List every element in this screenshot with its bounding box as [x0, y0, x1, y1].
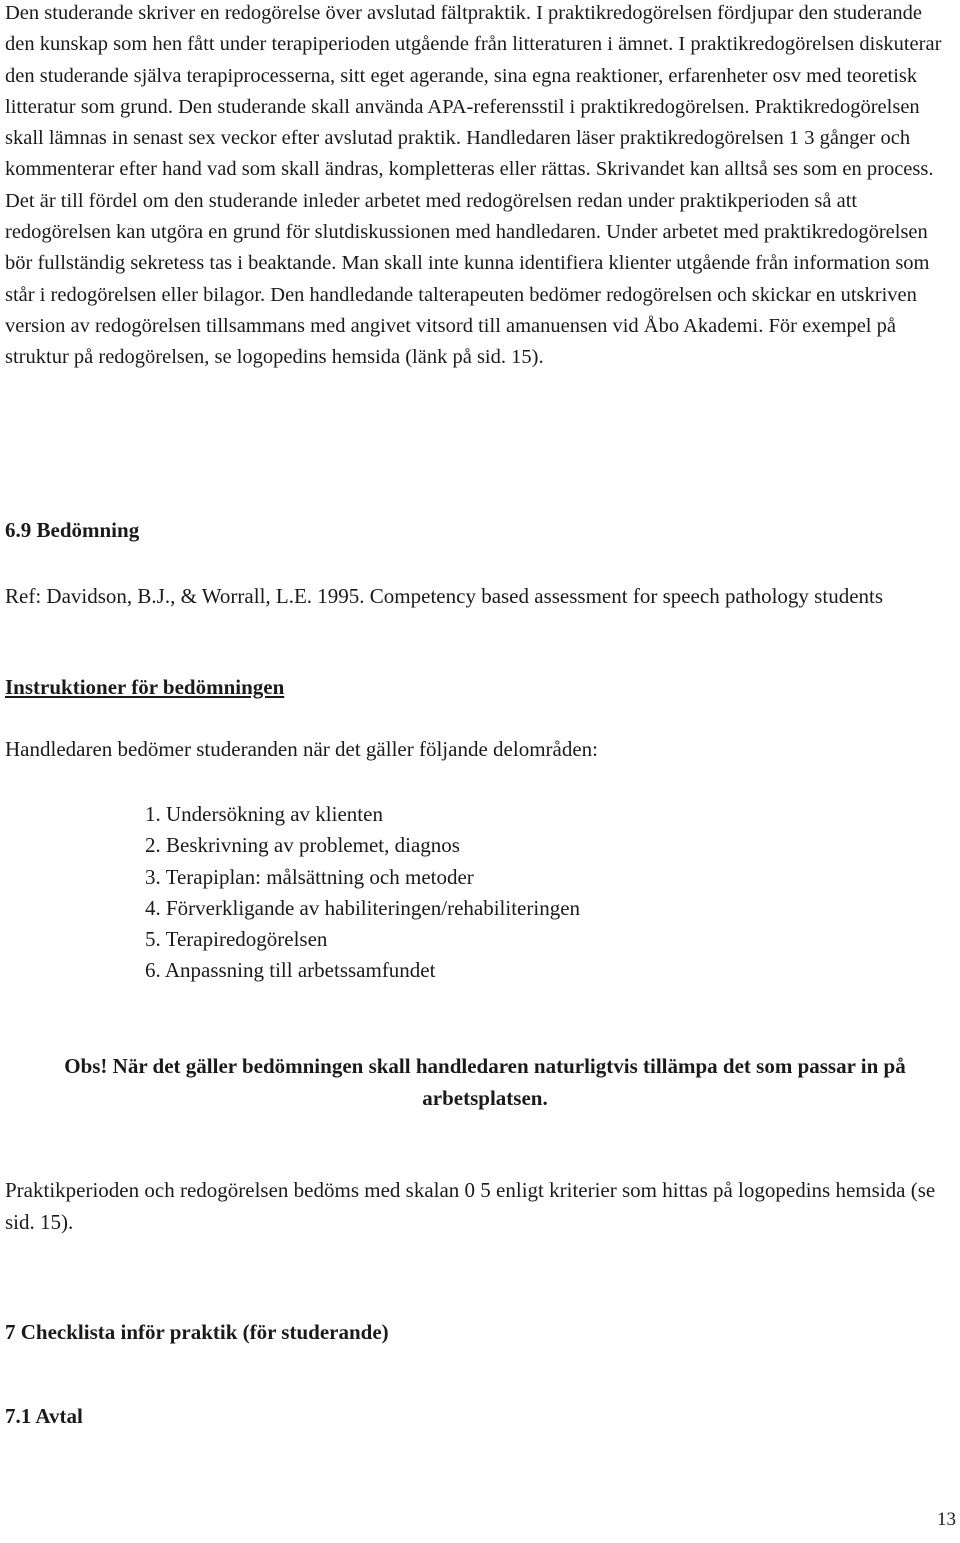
- section-heading-7-1: 7.1 Avtal: [5, 1404, 83, 1428]
- section-heading-6-9: 6.9 Bedömning: [5, 518, 140, 542]
- section-heading-7: 7 Checklista inför praktik (för studerande): [5, 1320, 389, 1344]
- instructions-heading: Instruktioner för bedömningen: [5, 675, 285, 699]
- scale-text: Praktikperioden och redogörelsen bedöms med skalan 0 5 enligt kriterier som hittas på logopedins hemsida (se sid. 15).: [5, 1178, 936, 1234]
- areas-intro: Handledaren bedömer studeranden när det gäller följande delområden:: [5, 737, 598, 761]
- obs-note: Obs! När det gäller bedömningen skall handledaren naturligtvis tillämpa det som passar in på arbetsplatsen.: [64, 1054, 906, 1110]
- page-number: 13: [937, 1509, 956, 1530]
- list-item: 3. Terapiplan: målsättning och metoder: [145, 864, 474, 889]
- list-item: 4. Förverkligande av habiliteringen/rehabiliteringen: [145, 895, 581, 920]
- list-item: 5. Terapiredogörelsen: [145, 927, 328, 952]
- reference-text: Ref: Davidson, B.J., & Worrall, L.E. 1995. Competency based assessment for speech pathology students: [5, 584, 884, 608]
- assessment-areas-list: [145, 799, 580, 987]
- list-item: 2. Beskrivning av problemet, diagnos: [145, 833, 460, 858]
- list-item: 6. Anpassning till arbetssamfundet: [145, 958, 436, 983]
- list-item: 1. Undersökning av klienten: [145, 802, 383, 826]
- body-paragraph: Den studerande skriver en redogörelse över avslutad fältpraktik. I praktikredogörelsen fördjupar den studerande den kunskap som hen fått under terapiperioden utgående från litteraturen i ämnet. I praktikredogörelsen diskuterar den studerande själva terapiprocesserna, sitt eget agerande, sina egna reaktioner, erfarenheter osv med teoretisk litteratur som grund. Den studerande skall använda APA-referensstil i praktikredogörelsen. Praktikredogörelsen skall lämnas in senast sex veckor efter avslutad praktik. Handledaren läser praktikredogörelsen 1 3 gånger och kommenterar efter hand vad som skall ändras, kompletteras eller rättas. Skrivandet kan alltså ses som en process. Det är till fördel om den studerande inleder arbetet med redogörelsen redan under praktikperioden så att redogörelsen kan utgöra en grund för slutdiskussionen med handledaren. Under arbetet med praktikredogörelsen bör fullständig sekretess tas i beaktande. Man skall inte kunna identifiera klienter utgående från information som står i redogörelsen eller bilagor. Den handledande talterapeuten bedömer redogörelsen och skickar en utskriven version av redogörelsen tillsammans med angivet vitsord till amanuensen vid Åbo Akademi. För exempel på struktur på redogörelsen, se logopedins hemsida (länk på sid. 15).: [5, 2, 942, 369]
